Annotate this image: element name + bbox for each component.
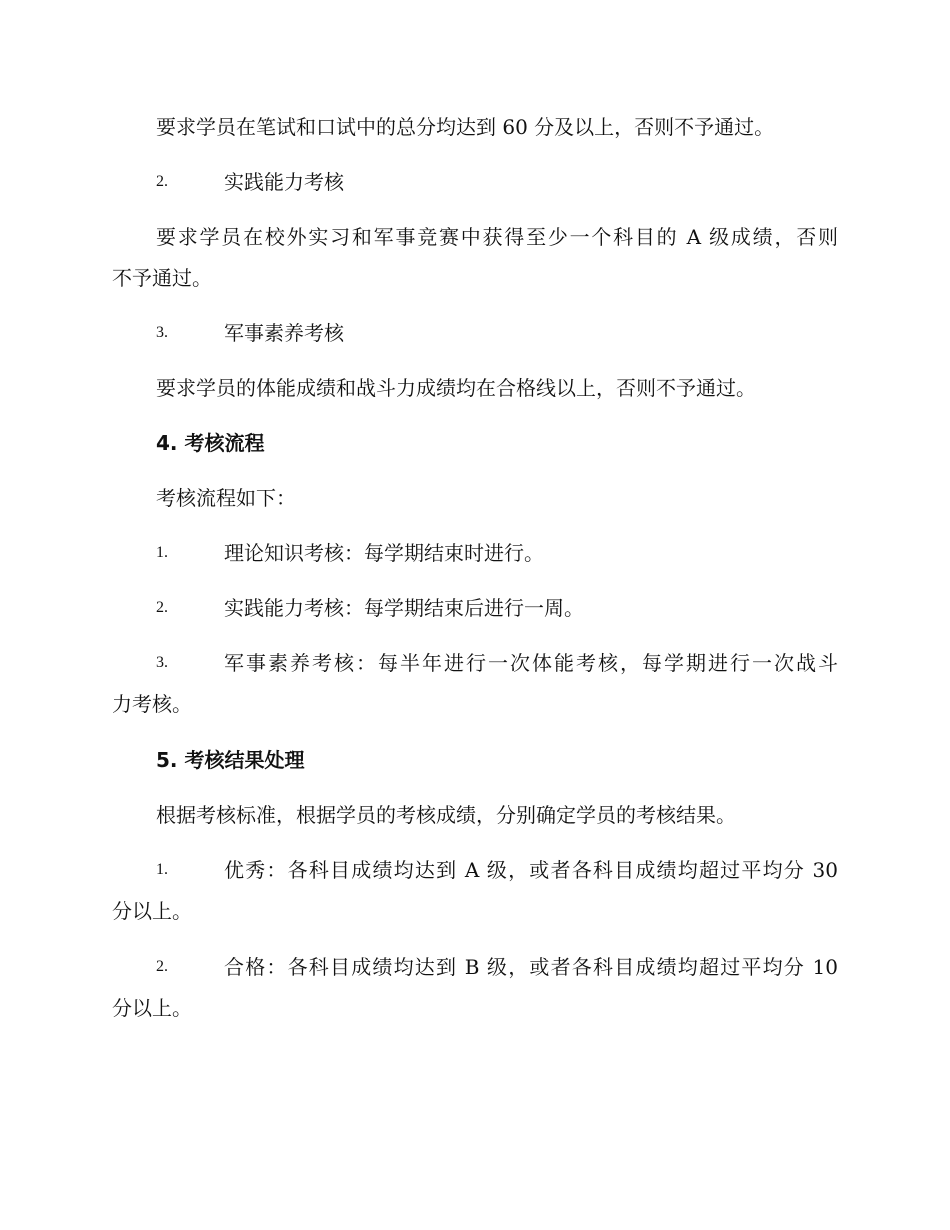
list-number: 1. xyxy=(156,544,168,561)
list-item-pass-line2: 分以上。 xyxy=(112,996,192,1020)
section-heading-assessment-process: 4. 考核流程 xyxy=(156,431,265,455)
list-item-excellent-line2: 分以上。 xyxy=(112,899,192,923)
section-heading-result-handling: 5. 考核结果处理 xyxy=(156,748,305,772)
paragraph-practice-requirement-line1: 要求学员在校外实习和军事竞赛中获得至少一个科目的 A 级成绩，否则 xyxy=(156,225,838,249)
paragraph-practice-requirement-line2: 不予通过。 xyxy=(112,266,212,290)
paragraph-process-intro: 考核流程如下： xyxy=(156,486,296,510)
list-item-practice-assessment: 实践能力考核 xyxy=(224,170,344,194)
list-number: 1. xyxy=(156,861,168,878)
list-number: 3. xyxy=(156,324,168,341)
paragraph-result-intro: 根据考核标准，根据学员的考核成绩，分别确定学员的考核结果。 xyxy=(156,803,736,827)
list-number: 3. xyxy=(156,654,168,671)
list-number: 2. xyxy=(156,958,168,975)
paragraph-military-quality-requirement: 要求学员的体能成绩和战斗力成绩均在合格线以上，否则不予通过。 xyxy=(156,376,756,400)
list-number: 2. xyxy=(156,599,168,616)
list-item-excellent-line1: 优秀：各科目成绩均达到 A 级，或者各科目成绩均超过平均分 30 xyxy=(224,858,838,882)
list-item-pass-line1: 合格：各科目成绩均达到 B 级，或者各科目成绩均超过平均分 10 xyxy=(224,955,838,979)
paragraph-written-oral-requirement: 要求学员在笔试和口试中的总分均达到 60 分及以上，否则不予通过。 xyxy=(156,115,775,139)
list-item-military-quality-assessment: 军事素养考核 xyxy=(224,321,344,345)
list-number: 2. xyxy=(156,173,168,190)
list-item-military-schedule-line2: 力考核。 xyxy=(112,692,192,716)
list-item-military-schedule-line1: 军事素养考核：每半年进行一次体能考核，每学期进行一次战斗 xyxy=(224,651,838,675)
list-item-practice-schedule: 实践能力考核：每学期结束后进行一周。 xyxy=(224,596,584,620)
list-item-theory-assessment: 理论知识考核：每学期结束时进行。 xyxy=(224,541,544,565)
